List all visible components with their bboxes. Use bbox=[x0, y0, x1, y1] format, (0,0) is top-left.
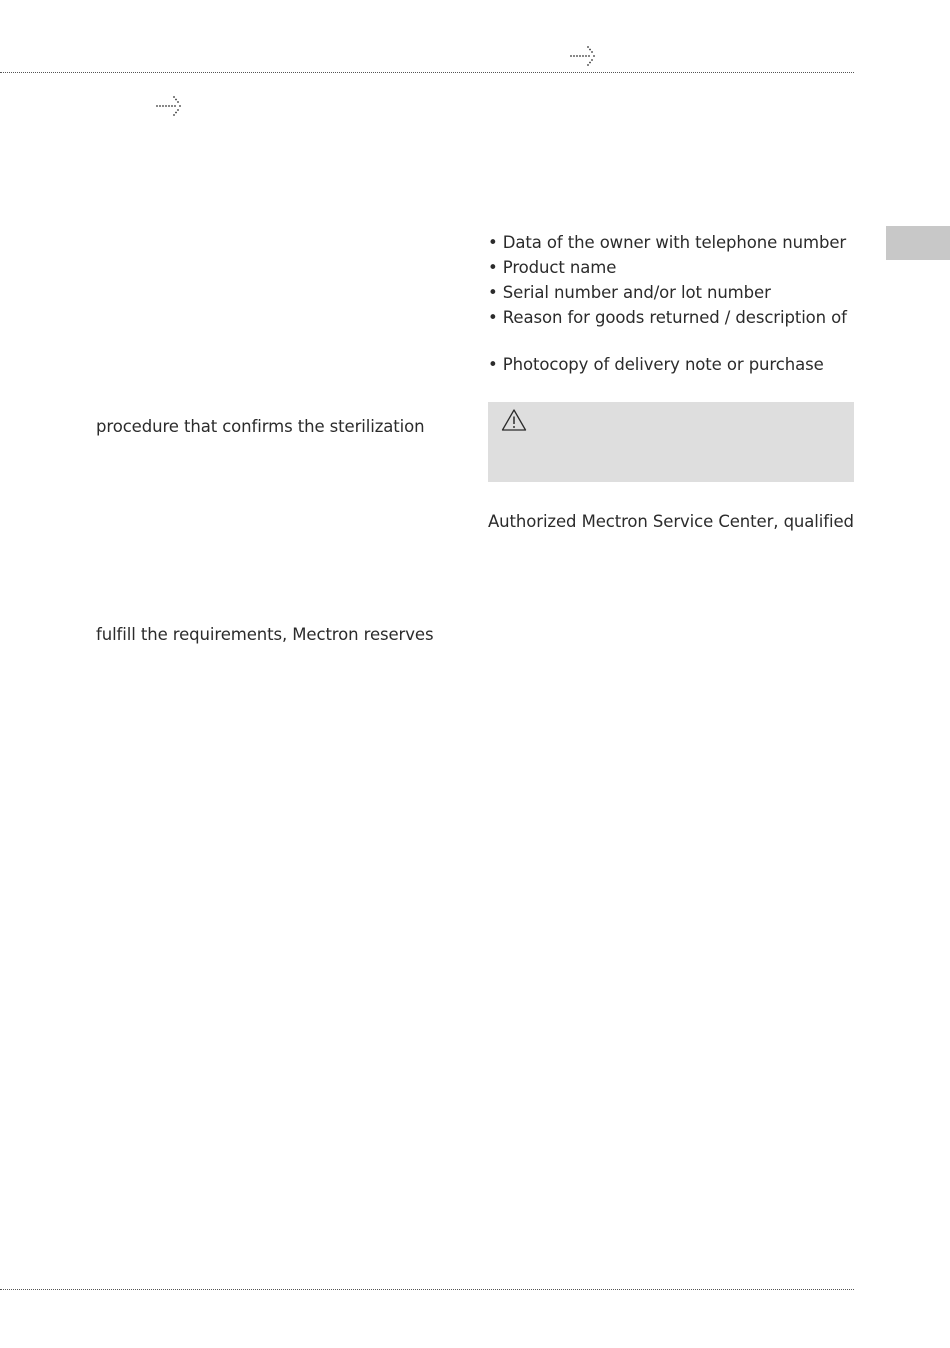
list-item: • Photocopy of delivery note or purchase bbox=[488, 355, 824, 374]
list-item: • Reason for goods returned / description of bbox=[488, 308, 847, 327]
footer-divider bbox=[0, 1289, 854, 1290]
dotted-arrow-right-icon bbox=[154, 95, 184, 117]
list-item: • Data of the owner with telephone number bbox=[488, 233, 847, 252]
procedure-text: procedure that confirms the sterilization bbox=[96, 417, 425, 436]
section-side-tab bbox=[886, 226, 950, 260]
warning-triangle-icon bbox=[501, 408, 527, 432]
list-item: • Serial number and/or lot number bbox=[488, 283, 771, 302]
list-item: • Product name bbox=[488, 258, 617, 277]
dotted-arrow-right-icon bbox=[568, 45, 598, 67]
service-center-text: Authorized Mectron Service Center, qualified bbox=[488, 512, 854, 531]
header-divider bbox=[0, 72, 854, 73]
requirements-text: fulfill the requirements, Mectron reserves bbox=[96, 625, 434, 644]
warning-box bbox=[488, 402, 854, 482]
